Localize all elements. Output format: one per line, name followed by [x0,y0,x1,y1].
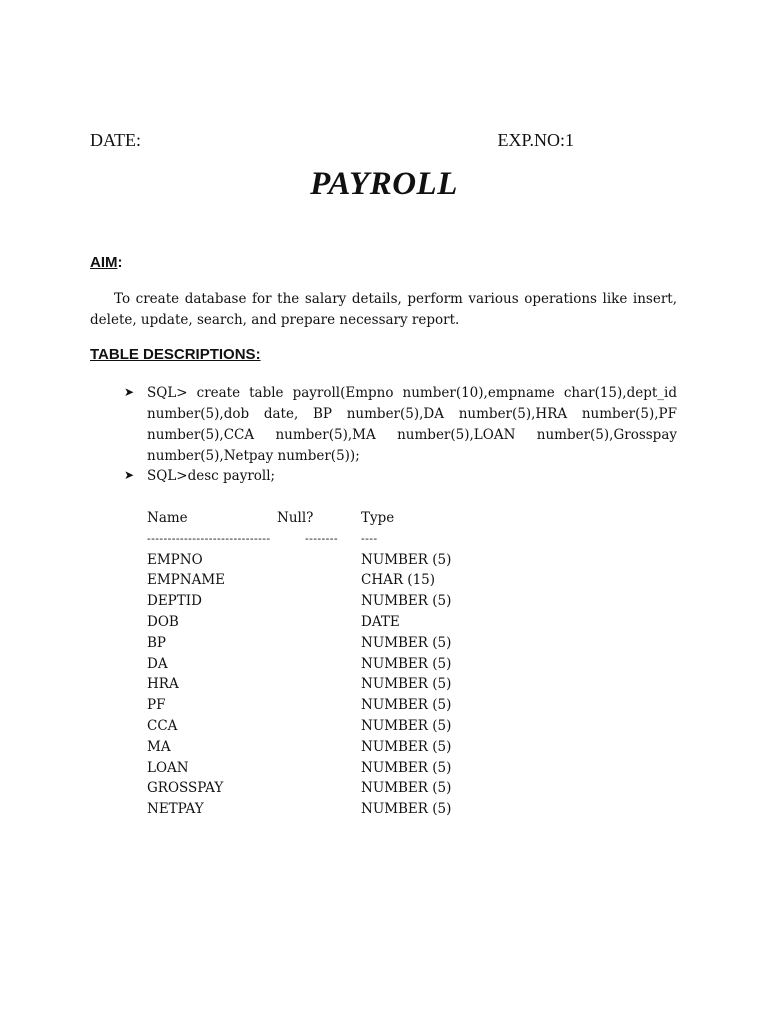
field-type: NUMBER (5) [361,801,452,818]
column-header-null: Null? [277,510,314,526]
aim-heading [90,254,123,271]
separator-type: ---- [361,531,378,545]
aim-heading-colon: : [117,254,123,271]
column-header-name: Name [147,510,188,526]
field-name: LOAN [147,759,189,776]
field-type: NUMBER (5) [361,717,452,734]
header-row [90,130,574,154]
separator-name: ------------------------------ [147,531,271,545]
field-type: NUMBER (5) [361,634,452,651]
field-name: GROSSPAY [147,780,224,797]
field-name: DOB [147,613,179,630]
field-name: EMPNAME [147,572,226,589]
date-label: DATE: [90,130,141,150]
desc-command: SQL>desc payroll; [147,468,276,484]
column-header-type: Type [361,510,395,526]
field-type: NUMBER (5) [361,655,452,672]
aim-paragraph: To create database for the salary details, perform various operations like insert, delete, update, search, and prepare necessary report. [90,291,677,328]
field-type: NUMBER (5) [361,780,452,797]
field-type: NUMBER (5) [361,697,452,714]
field-type: NUMBER (5) [361,676,452,693]
field-type: NUMBER (5) [361,738,452,755]
field-name: BP [147,634,167,651]
field-type: DATE [361,613,400,630]
arrowhead-bullet-icon: ➤ [124,468,135,482]
experiment-number: EXP.NO:1 [497,130,574,150]
field-name: CCA [147,717,178,734]
field-type: NUMBER (5) [361,551,452,568]
field-name: DEPTID [147,593,202,610]
field-name: HRA [147,676,179,693]
field-name: PF [147,697,166,714]
field-type: NUMBER (5) [361,759,452,776]
field-name: NETPAY [147,801,204,818]
page-title: PAYROLL [310,166,458,202]
separator-null: -------- [305,531,338,545]
aim-heading-label: AIM [90,254,118,271]
field-type: CHAR (15) [361,572,436,589]
field-name: EMPNO [147,551,203,568]
field-name: DA [147,655,168,672]
create-table-command: SQL> create table payroll(Empno number(10),empname char(15),dept_id number(5),dob date, BP number(5),DA number(5),HRA number(5),PF number(5),CCA number(5),MA number(5),LOAN number(5),Grosspay number(5),Netpay number(5)); [147,385,677,464]
field-name: MA [147,738,171,755]
table-descriptions-heading: TABLE DESCRIPTIONS: [90,346,261,363]
arrowhead-bullet-icon: ➤ [124,385,135,399]
field-type: NUMBER (5) [361,593,452,610]
